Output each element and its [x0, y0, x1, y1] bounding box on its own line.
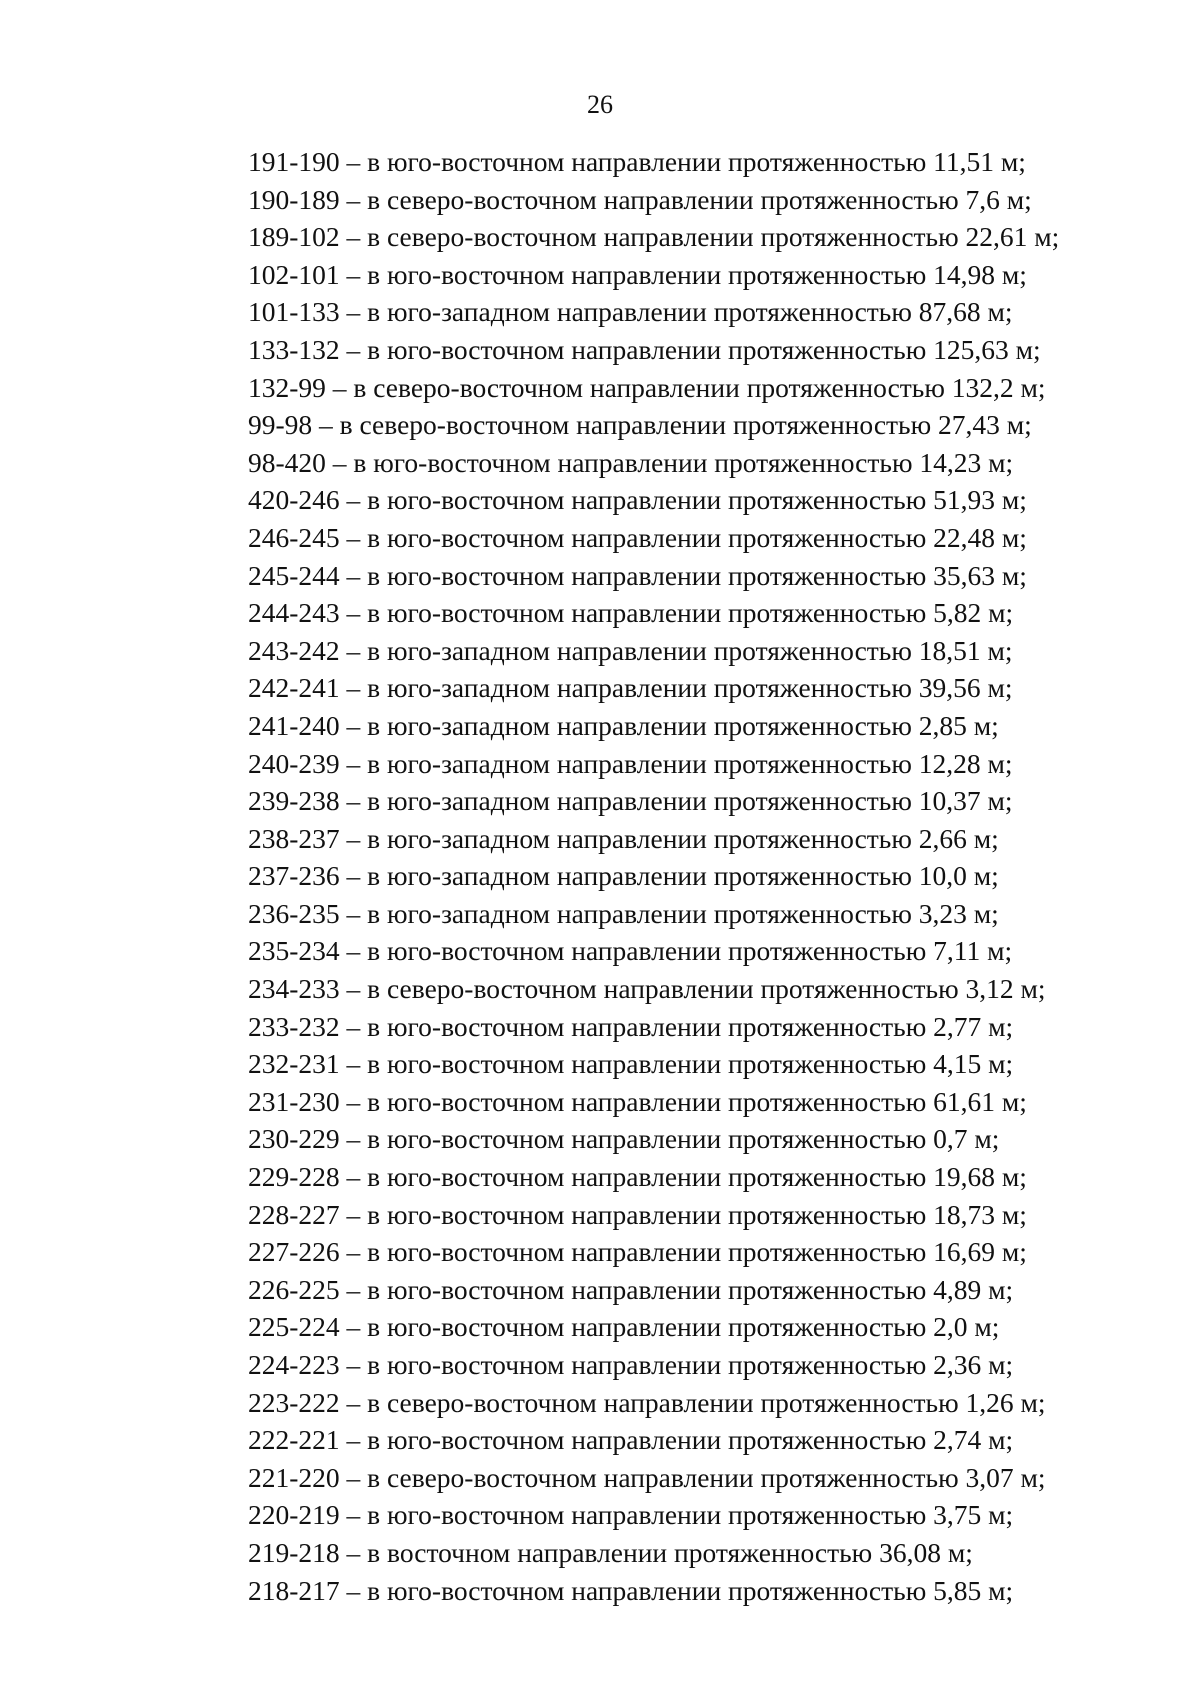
boundary-segment-line: 229-228 – в юго-восточном направлении протяженностью 19,68 м; [248, 1161, 1027, 1193]
boundary-segment-line: 240-239 – в юго-западном направлении протяженностью 12,28 м; [248, 747, 1013, 779]
boundary-segment-line: 228-227 – в юго-восточном направлении протяженностью 18,73 м; [248, 1198, 1027, 1230]
boundary-segment-line: 98-420 – в юго-восточном направлении протяженностью 14,23 м; [248, 446, 1014, 478]
boundary-segment-line: 191-190 – в юго-восточном направлении протяженностью 11,51 м; [248, 146, 1026, 177]
boundary-segment-line: 420-246 – в юго-восточном направлении протяженностью 51,93 м; [248, 484, 1027, 516]
boundary-segment-line: 237-236 – в юго-западном направлении протяженностью 10,0 м; [248, 860, 999, 892]
boundary-segment-line: 242-241 – в юго-западном направлении протяженностью 39,56 м; [248, 672, 1013, 704]
boundary-segment-line: 225-224 – в юго-восточном направлении протяженностью 2,0 м; [248, 1311, 1000, 1343]
boundary-segment-line: 233-232 – в юго-восточном направлении протяженностью 2,77 м; [248, 1010, 1014, 1042]
page-number: 26 [587, 90, 613, 119]
boundary-segment-line: 243-242 – в юго-западном направлении протяженностью 18,51 м; [248, 634, 1013, 666]
boundary-segment-line: 132-99 – в северо-восточном направлении протяженностью 132,2 м; [248, 371, 1046, 403]
boundary-segment-line: 223-222 – в северо-восточном направлении протяженностью 1,26 м; [248, 1386, 1046, 1418]
boundary-segment-line: 219-218 – в восточном направлении протяженностью 36,08 м; [248, 1536, 973, 1568]
boundary-segment-line: 189-102 – в северо-восточном направлении протяженностью 22,61 м; [248, 221, 1060, 253]
boundary-segment-line: 190-189 – в северо-восточном направлении протяженностью 7,6 м; [248, 183, 1032, 215]
boundary-segment-line: 241-240 – в юго-западном направлении протяженностью 2,85 м; [248, 709, 999, 741]
boundary-segment-line: 236-235 – в юго-западном направлении протяженностью 3,23 м; [248, 897, 999, 929]
boundary-segment-line: 230-229 – в юго-восточном направлении протяженностью 0,7 м; [248, 1123, 1000, 1155]
boundary-segment-line: 224-223 – в юго-восточном направлении протяженностью 2,36 м; [248, 1349, 1014, 1380]
boundary-segment-line: 102-101 – в юго-восточном направлении протяженностью 14,98 м; [248, 258, 1027, 290]
boundary-segment-line: 234-233 – в северо-восточном направлении протяженностью 3,12 м; [248, 973, 1046, 1005]
boundary-segment-line: 232-231 – в юго-восточном направлении протяженностью 4,15 м; [248, 1048, 1014, 1080]
boundary-segment-line: 99-98 – в северо-восточном направлении протяженностью 27,43 м; [248, 409, 1032, 441]
boundary-segment-list [248, 143, 1168, 1609]
boundary-segment-line: 221-220 – в северо-восточном направлении протяженностью 3,07 м; [248, 1461, 1046, 1493]
boundary-segment-line: 220-219 – в юго-восточном направлении протяженностью 3,75 м; [248, 1499, 1014, 1531]
boundary-segment-line: 246-245 – в юго-восточном направлении протяженностью 22,48 м; [248, 521, 1027, 553]
boundary-segment-line: 101-133 – в юго-западном направлении протяженностью 87,68 м; [248, 296, 1013, 328]
boundary-segment-line: 235-234 – в юго-восточном направлении протяженностью 7,11 м; [248, 935, 1013, 967]
boundary-segment-line: 133-132 – в юго-восточном направлении протяженностью 125,63 м; [248, 333, 1041, 365]
boundary-segment-line: 245-244 – в юго-восточном направлении протяженностью 35,63 м; [248, 559, 1027, 591]
boundary-segment-line: 238-237 – в юго-западном направлении протяженностью 2,66 м; [248, 822, 999, 854]
boundary-segment-line: 227-226 – в юго-восточном направлении протяженностью 16,69 м; [248, 1236, 1027, 1268]
boundary-segment-line: 239-238 – в юго-западном направлении протяженностью 10,37 м; [248, 785, 1013, 817]
boundary-segment-line: 231-230 – в юго-восточном направлении протяженностью 61,61 м; [248, 1085, 1027, 1117]
boundary-segment-line: 218-217 – в юго-восточном направлении протяженностью 5,85 м; [248, 1574, 1014, 1606]
boundary-segment-line: 244-243 – в юго-восточном направлении протяженностью 5,82 м; [248, 597, 1014, 629]
boundary-segment-line: 222-221 – в юго-восточном направлении протяженностью 2,74 м; [248, 1424, 1014, 1456]
boundary-segment-line: 226-225 – в юго-восточном направлении протяженностью 4,89 м; [248, 1273, 1014, 1305]
